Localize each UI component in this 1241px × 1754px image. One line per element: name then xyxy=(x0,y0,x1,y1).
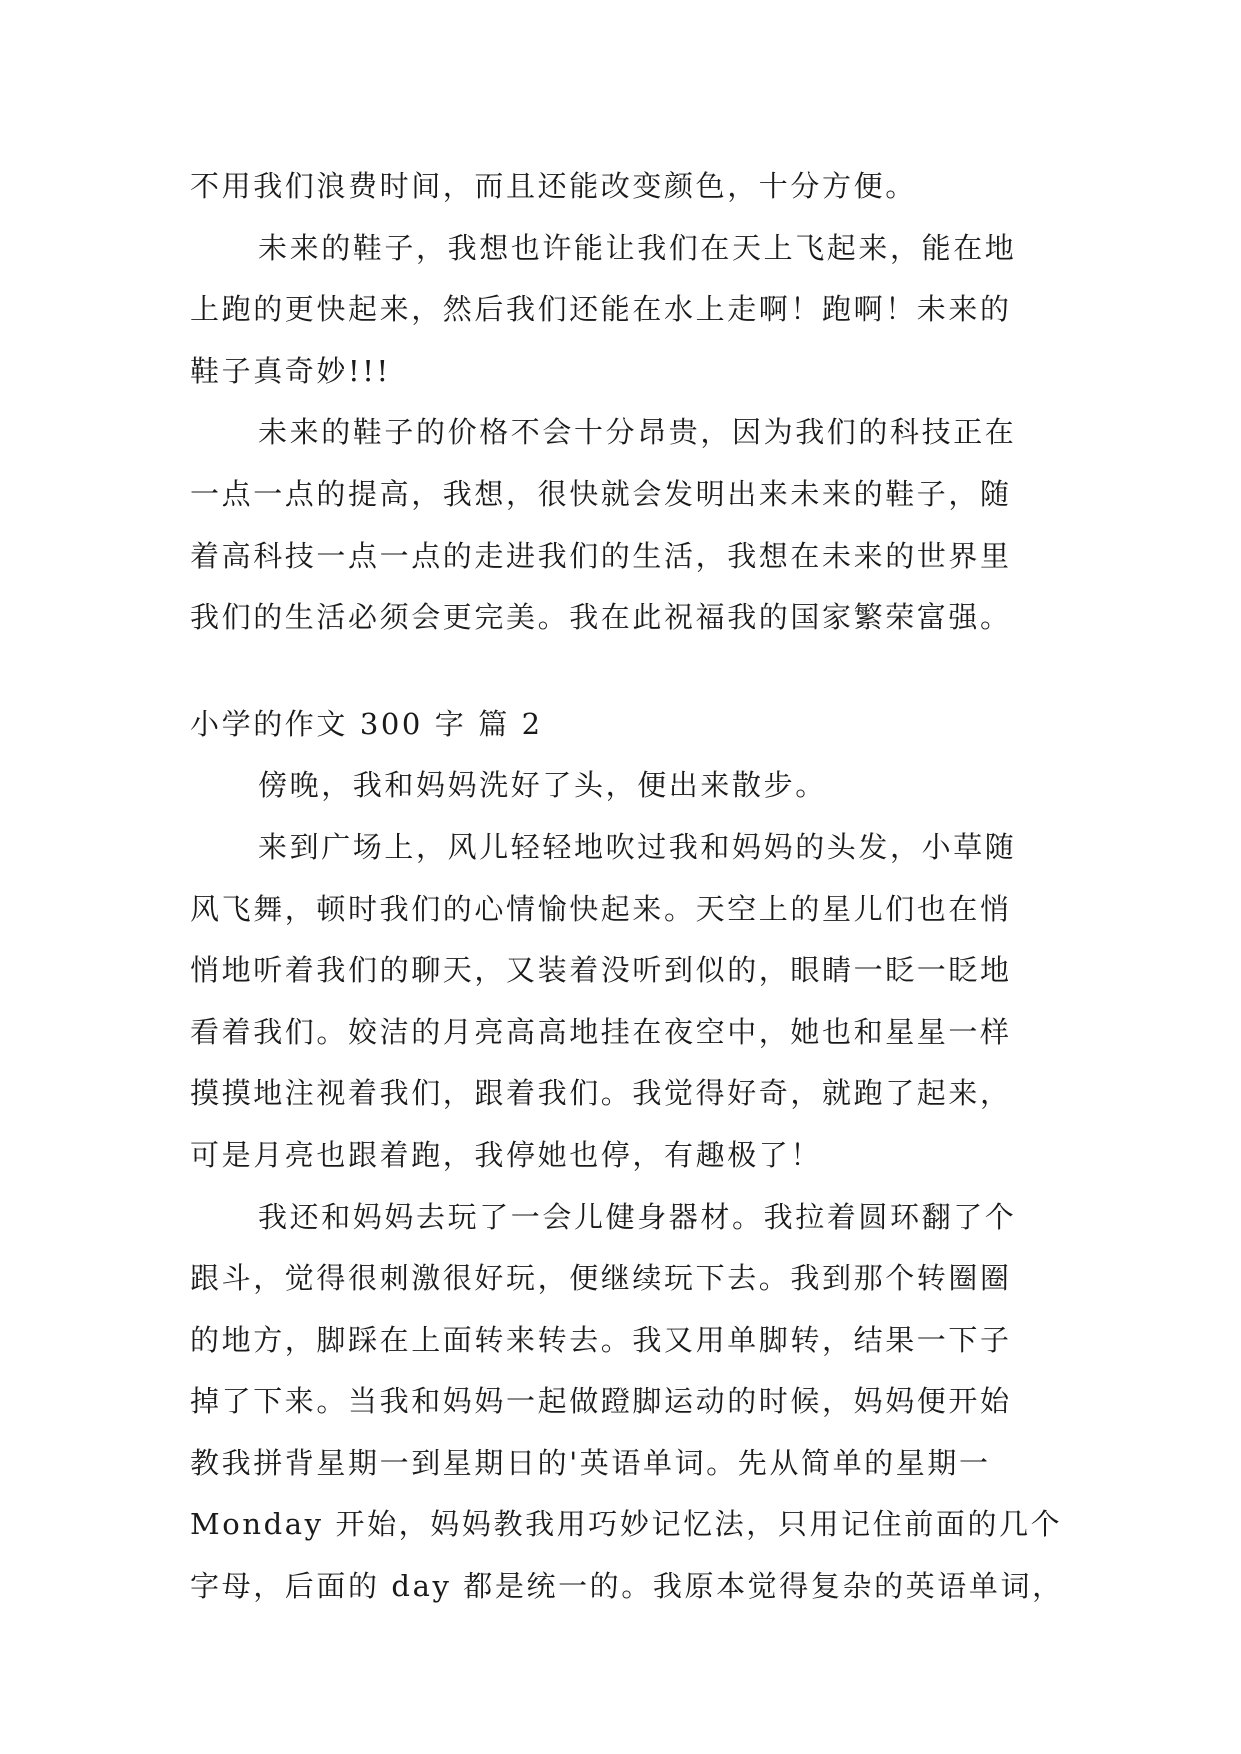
text-line: 风飞舞，顿时我们的心情愉快起来。天空上的星儿们也在悄 xyxy=(190,891,1012,926)
text-line: 鞋子真奇妙!!! xyxy=(190,353,391,388)
text-line: 摸摸地注视着我们，跟着我们。我觉得好奇，就跑了起来， xyxy=(190,1076,1012,1111)
paragraph-start-line: 我还和妈妈去玩了一会儿健身器材。我拉着圆环翻了个 xyxy=(258,1199,1017,1234)
paragraph-start-line: 未来的鞋子，我想也许能让我们在天上飞起来，能在地 xyxy=(258,230,1017,265)
text-line: 看着我们。姣洁的月亮高高地挂在夜空中，她也和星星一样 xyxy=(190,1014,1012,1049)
paragraph-start-line: 傍晚，我和妈妈洗好了头，便出来散步。 xyxy=(258,768,827,803)
section-heading: 小学的作文 300 字 篇 2 xyxy=(190,706,543,741)
text-line: 一点一点的提高，我想，很快就会发明出来未来的鞋子，随 xyxy=(190,476,1012,511)
paragraph-start-line: 来到广场上，风儿轻轻地吹过我和妈妈的头发，小草随 xyxy=(258,829,1017,864)
text-line: 可是月亮也跟着跑，我停她也停，有趣极了！ xyxy=(190,1137,823,1172)
text-line: 着高科技一点一点的走进我们的生活，我想在未来的世界里 xyxy=(190,538,1012,573)
text-line: 字母，后面的 day 都是统一的。我原本觉得复杂的英语单词， xyxy=(190,1569,1064,1604)
text-line: 悄地听着我们的聊天，又装着没听到似的，眼睛一眨一眨地 xyxy=(190,953,1012,988)
text-line: 上跑的更快起来，然后我们还能在水上走啊！跑啊！未来的 xyxy=(190,292,1012,327)
section-gap xyxy=(190,649,1070,694)
text-line: 教我拼背星期一到星期日的'英语单词。先从简单的星期一 xyxy=(190,1445,991,1480)
text-line: 跟斗，觉得很刺激很好玩，便继续玩下去。我到那个转圈圈 xyxy=(190,1261,1012,1296)
document-body xyxy=(190,156,1070,1618)
text-line: 掉了下来。当我和妈妈一起做蹬脚运动的时候，妈妈便开始 xyxy=(190,1384,1012,1419)
text-line: 的地方，脚踩在上面转来转去。我又用单脚转，结果一下子 xyxy=(190,1322,1012,1357)
text-line: Monday 开始，妈妈教我用巧妙记忆法，只用记住前面的几个 xyxy=(190,1507,1063,1542)
text-line: 不用我们浪费时间，而且还能改变颜色，十分方便。 xyxy=(190,169,917,203)
paragraph-start-line: 未来的鞋子的价格不会十分昂贵，因为我们的科技正在 xyxy=(258,415,1017,450)
text-line: 我们的生活必须会更完美。我在此祝福我的国家繁荣富强。 xyxy=(190,600,1012,635)
